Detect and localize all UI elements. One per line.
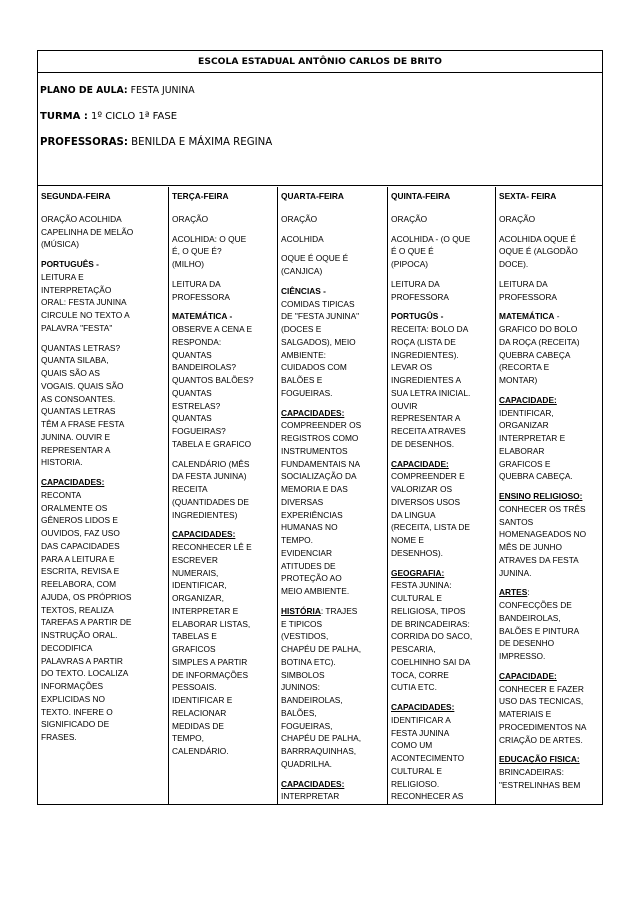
text-line: REGISTROS COMO [281,433,359,443]
text-line: DE DESENHO [499,638,555,649]
text-line: ARTES: [499,587,530,598]
text-line: PALAVRA "FESTA" [41,322,113,333]
text-line: LEVAR OS [391,362,433,373]
text-line: QUANTAS [172,349,212,360]
text-line: TEXTOS, REALIZA [41,604,114,615]
day-heading: QUARTA-FEIRA [281,191,344,201]
plan-info [38,73,602,186]
text-line: DA FESTA JUNINA) [172,471,247,482]
text-line: OBSERVE A CENA E [172,324,253,334]
text-line: ORAÇÃO ACOLHIDA [41,213,122,224]
text-line: ACOLHIDA - (O QUE [391,233,471,244]
weekday-grid [38,187,602,804]
text-line: PESSOAIS. [172,682,217,693]
activity-block [499,278,600,304]
text-line: JUNINOS: [281,682,320,693]
text-line: DE INFORMAÇÕES [172,669,249,680]
text-line: LEITURA DA [172,278,221,289]
text-line: FOGUEIRAS. [281,387,333,398]
text-line: CHAPÉU DE PALHA, [281,733,362,744]
text-line: SOCIALIZAÇÃO DA [281,471,357,482]
text-line: CUTIA ETC. [391,682,437,693]
text-line: REPRESENTAR A [41,444,111,455]
text-line: PROFESSORA [391,291,449,302]
text-line: HISTÓRIA: TRAJES [281,605,358,616]
text-line: EDUCAÇÃO FISICA: [499,754,580,765]
text-line: RELACIONAR [172,707,227,718]
text-line: IDENTIFICAR E [172,695,233,705]
text-line: VOGAIS. QUAIS SÃO [41,380,124,391]
text-line: ATITUDES DE [281,560,336,571]
text-line: IDENTIFICAR, [499,407,554,418]
activity-block [172,528,275,758]
plan-value: FESTA JUNINA [130,85,195,96]
text-line: IMPRESSO. [499,651,546,661]
text-line: HOMENAGEADOS NO [499,529,587,540]
text-line: CUIDADOS COM [281,362,347,373]
text-line: CAPACIDADES: [172,529,236,540]
text-line: DE DESENHOS. [391,438,455,449]
text-line: ROÇA (LISTA DE [391,336,456,347]
text-line: ACOLHIDA: O QUE [172,233,247,244]
text-line: PALAVRAS A PARTIR [41,655,123,666]
text-line: TABELAS E [172,631,217,642]
text-line: PROFESSORA [172,291,230,302]
text-line: COMIDAS TIPICAS [281,298,355,309]
text-line: TÊM A FRASE FESTA [41,419,125,429]
text-line: JUNINA. [499,567,532,578]
text-line: CAPACIDADES: [281,407,345,418]
text-line: DIVERSOS USOS [391,496,461,507]
text-line: MATEMÁTICA - [499,311,560,322]
text-line: DA ROÇA (RECEITA) [499,336,580,347]
text-line: ORGANIZAR [499,420,549,431]
text-line: E TIPICOS [281,618,323,629]
text-line: DO TEXTO. LOCALIZA [41,668,129,679]
text-line: CIRCULE NO TEXTO A [41,310,130,320]
text-line: BANDEIROLAS, [281,695,343,705]
activity-block [41,342,166,470]
text-line: AS CONSOANTES. [41,393,116,404]
text-line: EXPERIÊNCIAS [281,509,343,520]
text-line: QUANTAS LETRAS [41,406,116,417]
text-line: NUMERAIS, [172,567,219,578]
text-line: ATRAVES DA FESTA [499,554,579,565]
activity-block [391,233,493,271]
activity-block [391,458,493,560]
day-column [278,187,388,804]
text-line: INGREDIENTES). [391,349,459,360]
activity-block [499,310,600,387]
text-line: DE BRINCADEIRAS: [391,618,470,629]
text-line: (QUANTIDADES DE [172,496,249,507]
text-line: VALORIZAR OS [391,484,453,494]
activity-block [41,213,166,251]
text-line: FOGUEIRAS, [281,720,333,731]
text-line: COMO UM [391,740,433,751]
teachers-line [40,137,272,148]
text-line: (RECORTA E [499,362,550,373]
plan-label: PLANO DE AULA: [40,85,128,96]
text-line: BRINCADEIRAS: [499,767,564,777]
text-line: ESTRELAS? [172,400,221,411]
text-line: INGREDIENTES) [172,509,238,520]
text-line: ELABORAR LISTAS, [172,618,251,629]
text-line: INFORMAÇÕES [41,681,104,691]
text-line: IDENTIFICAR A [391,714,451,725]
text-line: GRAFICO DO BOLO [499,324,578,334]
text-line: FUNDAMENTAIS NA [281,458,361,469]
text-line: SIMPLES A PARTIR [172,656,248,667]
text-line: INSTRUÇÃO ORAL. [41,630,118,640]
text-line: PORTUGÛS - [391,311,444,322]
day-column [388,187,496,804]
text-line: ORAL: FESTA JUNINA [41,297,127,308]
text-line: EXPLICIDAS NO [41,693,105,704]
activity-block [499,753,600,791]
text-line: FOGUEIRAS? [172,426,226,436]
activity-block [391,701,493,803]
text-line: ACOLHIDA OQUE É [499,233,576,244]
text-line: QUANTOS BALÕES? [172,375,254,385]
text-line: INTERPRETAÇÃO [41,284,112,295]
text-line: RECEITA [172,484,208,494]
text-line: CORRIDA DO SACO, [391,631,473,642]
text-line: CAPELINHA DE MELÃO [41,226,134,237]
text-line: (MILHO) [172,259,204,269]
text-line: OUVIR [391,400,418,411]
plan-line [40,85,195,96]
activity-block [281,778,385,804]
text-line: É, O QUE É? [172,246,222,257]
text-line: TAREFAS A PARTIR DE [41,617,132,628]
text-line: DE "FESTA JUNINA" [281,311,360,322]
text-line: ENSINO RELIGIOSO: [499,491,583,501]
activity-block [391,213,493,226]
text-line: HISTORIA. [41,457,83,468]
day-heading: TERÇA-FEIRA [172,191,229,201]
text-line: QUADRILHA. [281,758,332,769]
text-line: OQUE É OQUE É [281,253,349,264]
text-line: REELABORA, COM [41,579,117,589]
text-line: INGREDIENTES A [391,375,462,385]
activity-block [172,310,275,450]
text-line: SIGNIFICADO DE [41,719,110,730]
text-line: TEMPO, [172,733,204,744]
text-line: TABELA E GRAFICO [172,438,252,449]
activity-block [281,285,385,400]
text-line: ORAÇÃO [499,213,536,224]
text-line: AMBIENTE: [281,349,326,360]
text-line: "ESTRELINHAS BEM [499,779,581,790]
text-line: RELIGIOSO. [391,778,440,789]
text-line: É O QUE É [391,246,434,257]
text-line: ORAÇÃO [172,213,209,224]
text-line: QUANTAS [172,387,212,398]
text-line: FESTA JUNINA: [391,580,452,591]
text-line: SANTOS [499,516,534,527]
text-line: PROCEDIMENTOS NA [499,721,587,732]
text-line: ORGANIZAR, [172,593,224,603]
teachers-label: PROFESSORAS: [40,137,128,148]
text-line: INTERPRETAR E [172,605,239,616]
text-line: RESPONDA: [172,336,222,347]
text-line: MEMORIA E DAS [281,484,348,494]
text-line: IDENTIFICAR, [172,580,227,591]
text-line: COMPREENDER OS [281,420,362,431]
text-line: PESCARIA, [391,644,436,654]
activity-block [281,233,385,246]
text-line: QUANTA SILABA, [41,355,109,366]
day-column [169,187,278,804]
text-line: TOCA, CORRE [391,669,449,680]
text-line: FRASES. [41,732,77,742]
text-line: (VESTIDOS, [281,631,329,642]
day-heading: SEXTA- FEIRA [499,191,557,201]
text-line: PARA A LEITURA E [41,553,115,564]
text-line: CAPACIDADE: [499,670,557,681]
text-line: RECEITA ATRAVES [391,426,466,436]
text-line: COMPREENDER E [391,471,465,482]
text-line: PROFESSORA [499,291,557,302]
activity-block [391,567,493,695]
text-line: (MÚSICA) [41,239,80,250]
class-line [40,111,177,122]
text-line: ORAÇÃO [281,213,318,224]
text-line: (RECEITA, LISTA DE [391,522,470,533]
text-line: BALÕES, [281,707,317,718]
text-line: OUVIDOS, FAZ USO [41,528,120,538]
text-line: CULTURAL E [391,593,442,603]
text-line: BALÕES E [281,375,323,385]
text-line: ORALMENTE OS [41,502,108,513]
text-line: CAPACIDADES: [281,778,345,789]
text-line: SALGADOS), MEIO [281,336,356,347]
text-line: SIMBOLOS [281,669,325,680]
text-line: CONHECER OS TRÊS [499,503,586,514]
text-line: BANDEIROLAS? [172,362,236,373]
activity-block [172,458,275,522]
text-line: OQUE É (ALGODÃO [499,246,578,257]
text-line: COELHINHO SAI DA [391,656,471,667]
text-line: PORTUGUÊS - [41,259,99,269]
text-line: BOTINA ETC). [281,656,336,667]
text-line: DA LINGUA [391,509,436,520]
text-line: ESCREVER [172,554,218,565]
text-line: FESTA JUNINA [391,727,450,738]
text-line: CALENDÁRIO (MÊS [172,458,250,469]
text-line: HUMANAS NO [281,522,338,533]
text-line: AJUDA, OS PRÓPRIOS [41,591,132,602]
text-line: RELIGIOSA, TIPOS [391,605,466,616]
text-line: CAPACIDADES: [41,477,105,487]
text-line: CAPACIDADE: [499,394,557,405]
text-line: (DOCES E [281,324,322,334]
text-line: MATERIAIS E [499,709,552,719]
text-line: USO DAS TECNICAS, [499,696,584,707]
text-line: JUNINA. OUVIR E [41,431,111,442]
activity-block [281,213,385,226]
text-line: GRAFICOS [172,644,216,654]
text-line: BANDEIROLAS, [499,612,561,623]
activity-block [499,394,600,483]
text-line: GEOGRAFIA: [391,567,445,578]
text-line: LEITURA DA [499,278,548,289]
text-line: ELABORAR [499,445,545,456]
text-line: CULTURAL E [391,765,442,776]
text-line: DOCE). [499,259,529,269]
school-title: ESCOLA ESTADUAL ANTÔNIO CARLOS DE BRITO [38,51,602,73]
text-line: SUA LETRA INICIAL. [391,387,471,398]
text-line: CAPACIDADE: [391,458,449,469]
text-line: MÊS DE JUNHO [499,542,563,552]
text-line: EVIDENCIAR [281,547,332,558]
text-line: CHAPÉU DE PALHA, [281,644,362,654]
activity-block [499,213,600,226]
day-column [496,187,602,804]
text-line: DESENHOS). [391,547,443,558]
activity-block [172,233,275,271]
activity-block [499,233,600,271]
activity-block [41,258,166,335]
text-line: QUEBRA CABEÇA. [499,471,573,482]
text-line: MEIO AMBIENTE. [281,586,350,596]
text-line: NOME E [391,535,424,545]
text-line: INSTRUMENTOS [281,445,348,456]
text-line: DECODIFICA [41,642,93,653]
text-line: CAPACIDADES: [391,702,455,712]
text-line: LEITURA DA [391,278,440,289]
text-line: GÊNEROS LIDOS E [41,515,118,526]
text-line: CALENDÁRIO. [172,746,229,756]
activity-block [281,252,385,278]
text-line: REPRESENTAR A [391,413,461,424]
lesson-plan-sheet [37,50,603,805]
text-line: QUANTAS [172,413,212,424]
activity-block [281,605,385,771]
text-line: RECONHECER AS [391,791,464,802]
activity-block [391,310,493,450]
activity-block [172,213,275,226]
text-line: (CANJICA) [281,266,323,276]
activity-block [281,407,385,598]
day-column [38,187,169,804]
text-line: RECONTA [41,489,82,500]
activity-block [41,476,166,744]
text-line: RECONHECER LÊ E [172,542,252,552]
text-line: MONTAR) [499,375,538,385]
text-line: ESCRITA, REVISA E [41,566,120,577]
class-value: 1º CICLO 1ª FASE [91,111,178,122]
text-line: INTERPRETAR [281,791,340,802]
text-line: INTERPRETAR E [499,433,566,443]
text-line: PROTEÇÃO AO [281,573,342,584]
text-line: MATEMÁTICA - [172,311,233,322]
teachers-value: BENILDA E MÁXIMA REGINA [131,137,273,148]
day-heading: QUINTA-FEIRA [391,191,451,201]
text-line: CIÊNCIAS - [281,285,326,296]
text-line: DIVERSAS [281,496,324,507]
text-line: QUAIS SÃO AS [41,368,100,378]
text-line: CONHECER E FAZER [499,683,584,694]
activity-block [499,490,600,579]
activity-block [391,278,493,304]
text-line: TEMPO. [281,535,313,545]
activity-block [172,278,275,304]
text-line: ORAÇÃO [391,213,428,224]
text-line: DAS CAPACIDADES [41,540,120,551]
activity-block [499,670,600,747]
text-line: (PIPOCA) [391,259,429,269]
text-line: CRIAÇÃO DE ARTES. [499,734,583,745]
text-line: MEDIDAS DE [172,720,224,731]
text-line: TEXTO. INFERE O [41,706,113,717]
text-line: QUANTAS LETRAS? [41,342,121,353]
text-line: CONFECÇÕES DE [499,600,572,610]
text-line: GRAFICOS E [499,458,551,469]
class-label: TURMA : [40,111,88,122]
text-line: ACONTECIMENTO [391,753,465,763]
activity-block [499,586,600,663]
text-line: BARRRAQUINHAS, [281,746,357,756]
text-line: BALÕES E PINTURA [499,625,580,636]
text-line: ACOLHIDA [281,233,324,244]
text-line: LEITURA E [41,271,84,282]
text-line: QUEBRA CABEÇA [499,349,571,360]
day-heading: SEGUNDA-FEIRA [41,191,111,201]
text-line: RECEITA: BOLO DA [391,324,469,334]
